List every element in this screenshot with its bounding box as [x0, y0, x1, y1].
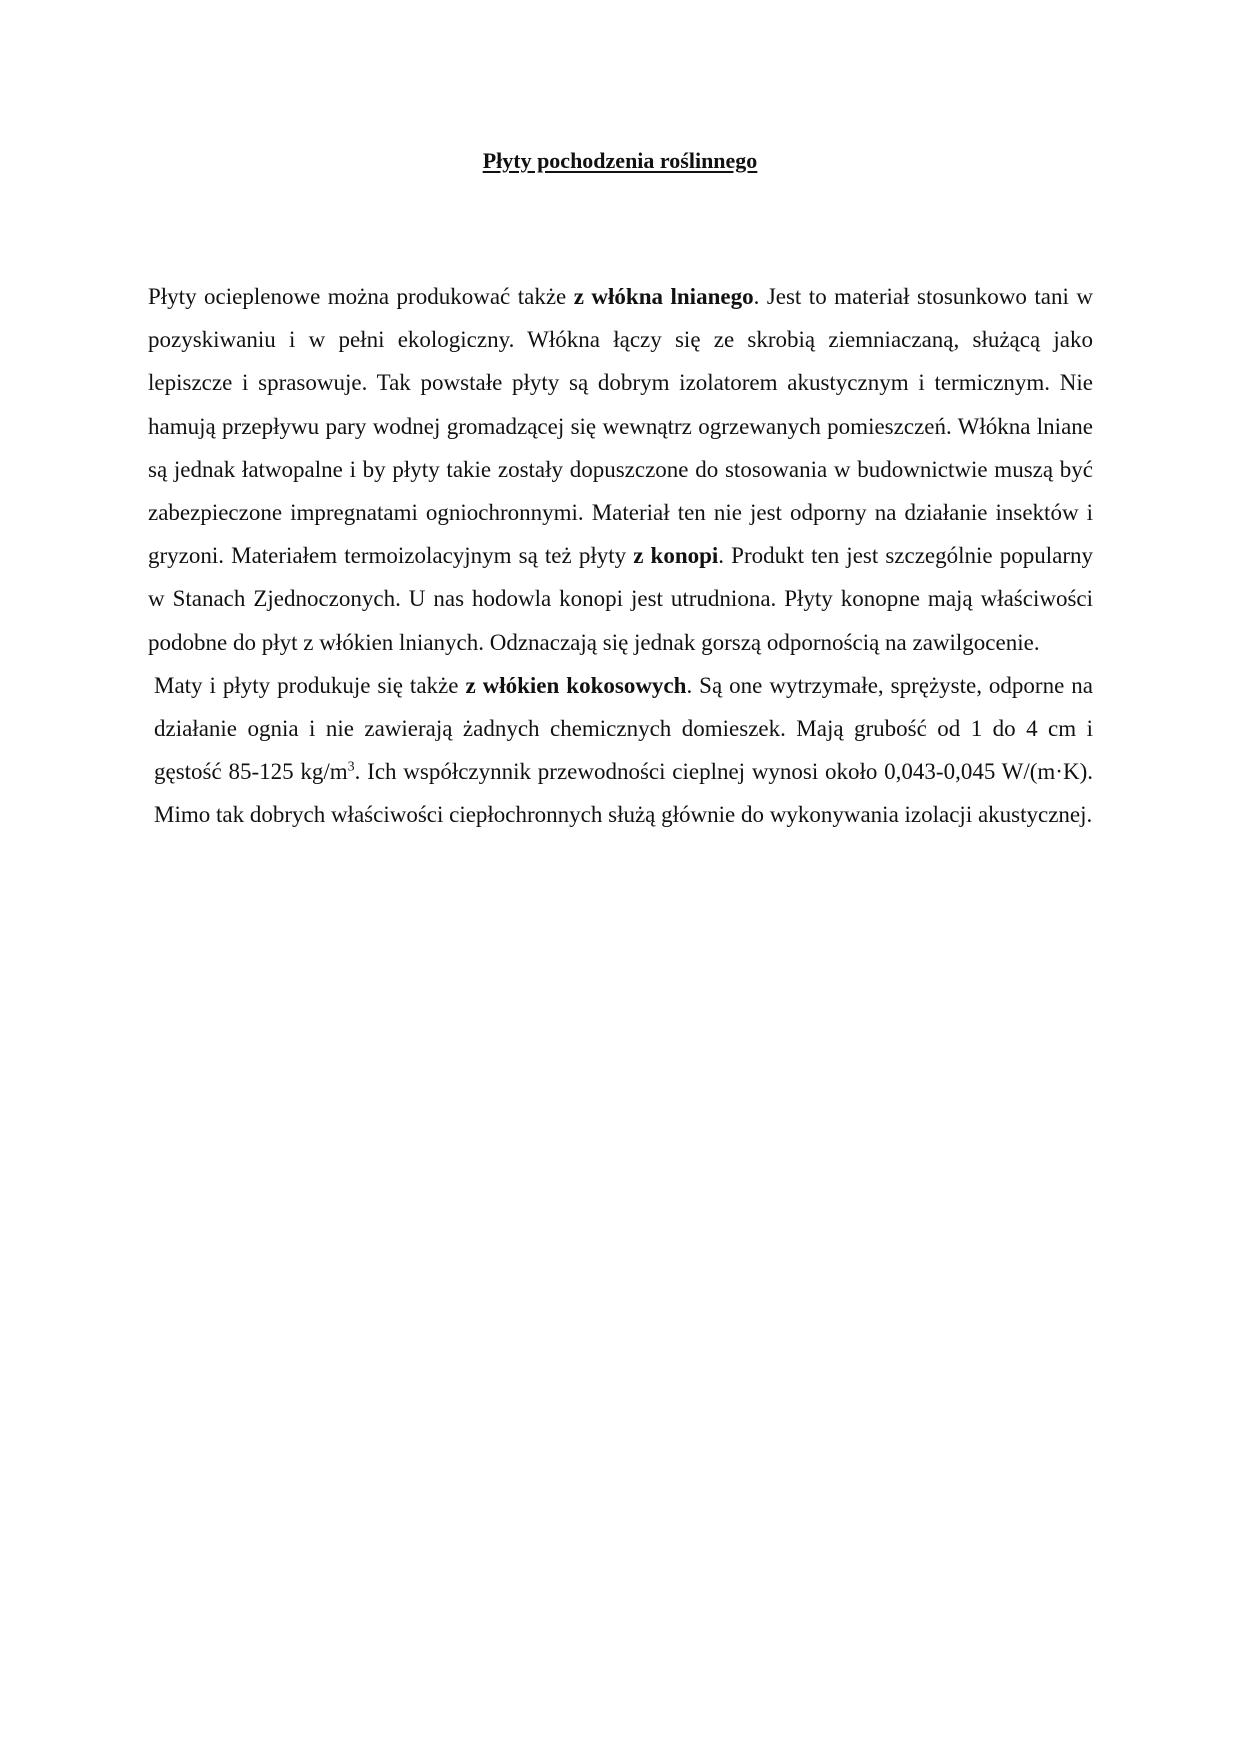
- paragraph-2-text-1: Maty i płyty produkuje się także: [154, 672, 466, 698]
- paragraph-flax-hemp: [148, 275, 1093, 664]
- superscript-3: 3: [347, 759, 355, 775]
- paragraph-2-text-3: . Ich współczynnik przewodności cieplnej wynosi około 0,043-0,045 W/(m·K). Mimo tak dobrych właściwości ciepłochronnych służą głównie do wykonywania izolacji akustycznej.: [154, 759, 1093, 828]
- paragraph-1-text-1: Płyty ocieplenowe można produkować także: [148, 284, 574, 309]
- paragraph-2-bold-coconut: z włókien kokosowych: [465, 672, 687, 698]
- paragraph-1-bold-flax: z włókna lnianego: [573, 284, 754, 309]
- paragraph-1-bold-hemp: z konopi: [633, 543, 719, 569]
- paragraph-1-text-2: . Jest to materiał stosunkowo tani w pozyskiwaniu i w pełni ekologiczny. Włókna łączy się ze skrobią ziemniaczaną, służącą jako lepiszcze i sprasowuje. Tak powstałe płyty są dobrym izolatorem akustycznym i termicznym. Nie hamują przepływu pary wodnej gromadzącej się wewnątrz ogrzewanych pomieszczeń. Włókna lniane są jednak łatwopalne i by płyty takie zostały dopuszczone do stosowania w budownictwie muszą być zabezpieczone impregnatami ogniochronnymi. Materiał ten nie jest odporny na działanie insektów i gryzoni. Materiałem termoizolacyjnym są też płyty: [148, 284, 1093, 569]
- document-title: Płyty pochodzenia roślinnego: [482, 148, 758, 173]
- document-body: [148, 275, 1093, 837]
- paragraph-coconut: [148, 664, 1093, 837]
- paragraph-2-text-2: . Są one wytrzymałe, sprężyste, odporne na działanie ognia i nie zawierają żadnych chemicznych domieszek. Mają grubość od 1 do 4 cm i gęstość 85-125 kg/m: [154, 672, 1093, 785]
- paragraph-1-text-3: . Produkt ten jest szczególnie popularny w Stanach Zjednoczonych. U nas hodowla konopi jest utrudniona. Płyty konopne mają właściwości podobne do płyt z włókien lnianych. Odznaczają się jednak gorszą odpornością na zawilgocenie.: [148, 543, 1093, 655]
